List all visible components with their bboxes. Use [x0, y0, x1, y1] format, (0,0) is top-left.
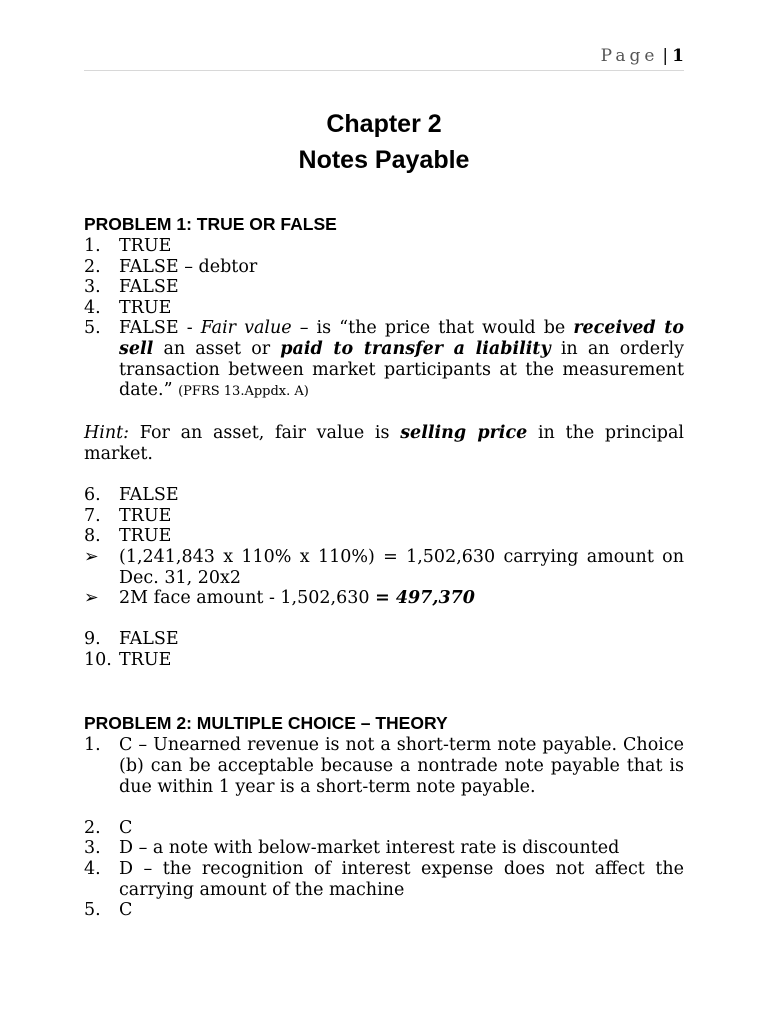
page-number: 1: [672, 46, 684, 66]
bullet-text: (1,241,843 x 110% x 110%) = 1,502,630 carrying amount on Dec. 31, 20x2: [119, 546, 684, 588]
item-text: D – a note with below-market interest rate is discounted: [119, 838, 620, 859]
bullet-item: [84, 588, 684, 609]
item-number: 2.: [84, 256, 101, 277]
list-item: [84, 859, 684, 900]
item-text: FALSE – debtor: [119, 256, 258, 277]
item-number: 1.: [84, 735, 101, 756]
item-number: 4.: [84, 859, 101, 880]
item-text: [119, 318, 684, 402]
list-item: [84, 318, 684, 402]
item-number: 1.: [84, 236, 101, 256]
paid-to-transfer-term: paid to transfer a liability: [280, 338, 551, 359]
item-text: FALSE: [119, 277, 179, 298]
item-number: 3.: [84, 277, 101, 298]
list-item: [84, 629, 684, 650]
list-item: [84, 485, 684, 506]
spacer: [84, 609, 684, 630]
chapter-title: [0, 106, 768, 178]
document-body: [84, 212, 684, 921]
item-number: 5.: [84, 318, 101, 339]
item5-text: in an orderly transaction between market participants at the measurement date.”: [119, 338, 684, 401]
answer-value: 497,370: [395, 588, 475, 609]
page-header: [601, 46, 684, 66]
item-number: 10.: [84, 649, 112, 670]
item-text: C: [119, 900, 133, 921]
item-number: 2.: [84, 817, 101, 838]
list-item: [84, 735, 684, 797]
item-text: FALSE: [119, 629, 179, 650]
bullet-item: [84, 547, 684, 588]
item-text: C – Unearned revenue is not a short-term note payable. Choice (b) can be acceptable because a nontrade note payable that is due within 1 year is a short-term note payable.: [119, 735, 684, 797]
spacer: [84, 670, 684, 711]
received-to-sell-term: received to sell: [119, 318, 685, 359]
page-word: Page: [600, 46, 659, 66]
item-text: FALSE: [119, 485, 179, 506]
header-rule: [84, 70, 684, 71]
spacer: [84, 403, 684, 424]
list-item: [84, 257, 684, 278]
hint-paragraph: [84, 423, 684, 464]
item-text: TRUE: [119, 297, 172, 318]
hint-text: For an asset, fair value is: [129, 423, 401, 444]
bullet2-text: 2M face amount - 1,502,630: [119, 588, 376, 609]
list-item: [84, 236, 684, 257]
list-item: [84, 900, 684, 921]
item-number: 7.: [84, 505, 101, 526]
item-number: 3.: [84, 838, 101, 859]
bullet-text: [119, 588, 684, 609]
list-item: [84, 506, 684, 527]
pfrs-citation: (PFRS 13.Appdx. A): [178, 384, 309, 400]
equals-sign: =: [375, 588, 396, 609]
hint-label: Hint:: [84, 423, 130, 444]
fair-value-term: Fair value: [200, 318, 292, 339]
item-number: 8.: [84, 526, 101, 547]
arrow-bullet-icon: ➢: [84, 588, 99, 609]
item-text: TRUE: [119, 526, 172, 547]
chapter-number: Chapter 2: [326, 110, 442, 138]
problem1-heading: PROBLEM 1: TRUE OR FALSE: [84, 214, 337, 234]
item-text: D – the recognition of interest expense does not affect the carrying amount of the machine: [119, 859, 684, 900]
item5-text: – is “the price that would be: [291, 318, 574, 339]
item-text: TRUE: [119, 649, 172, 670]
list-item: [84, 838, 684, 859]
list-item: [84, 818, 684, 839]
problem2-heading: PROBLEM 2: MULTIPLE CHOICE – THEORY: [84, 713, 448, 734]
list-item: [84, 277, 684, 298]
list-item: [84, 526, 684, 547]
selling-price-term: selling price: [400, 423, 528, 444]
item5-lead: FALSE -: [119, 318, 201, 339]
item-number: 5.: [84, 900, 101, 921]
item-number: 4.: [84, 297, 101, 318]
item-text: C: [119, 817, 133, 838]
list-item: [84, 650, 684, 671]
chapter-name: Notes Payable: [298, 146, 470, 174]
arrow-bullet-icon: ➢: [84, 546, 99, 567]
spacer: [84, 465, 684, 486]
item-number: 6.: [84, 485, 101, 506]
item-number: 9.: [84, 629, 101, 650]
spacer: [84, 797, 684, 818]
page-separator: |: [662, 46, 669, 66]
item-text: TRUE: [119, 505, 172, 526]
item5-text: an asset or: [153, 338, 281, 359]
item-text: TRUE: [119, 236, 172, 256]
list-item: [84, 298, 684, 319]
hint-text: in the principal market.: [84, 423, 684, 464]
